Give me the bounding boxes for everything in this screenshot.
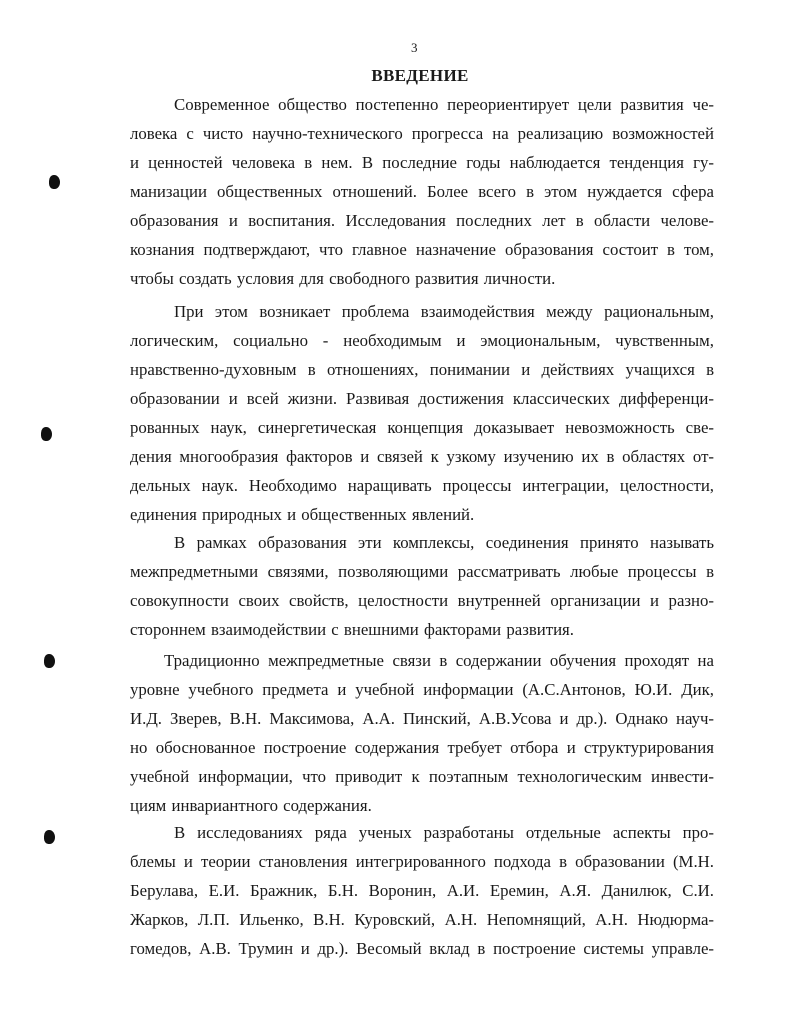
text-line: ловека с чисто научно-технического прогресса на реализацию возможностей [130,124,714,143]
text-line: рованных наук, синергетическая концепция доказывает невозможность све- [130,418,714,437]
punch-hole-1 [49,175,60,189]
text-line: межпредметными связями, позволяющими рассматривать любые процессы в [130,562,714,581]
paragraph-3 [130,528,714,644]
text-line: нравственно-духовным в отношениях, понимании и действиях учащихся в [130,360,714,379]
text-line: и ценностей человека в нем. В последние годы наблюдается тенденция гу- [130,153,714,172]
text-line: кознания подтверждают, что главное назначение образования состоит в том, [130,240,714,259]
text-line: образовании и всей жизни. Развивая достижения классических дифференци- [130,389,714,408]
text-line: логическим, социально - необходимым и эмоциональным, чувственным, [130,331,714,350]
text-line: И.Д. Зверев, В.Н. Максимова, А.А. Пинский, А.В.Усова и др.). Однако науч- [130,709,714,728]
text-line: уровне учебного предмета и учебной информации (А.С.Антонов, Ю.И. Дик, [130,680,714,699]
text-line: В рамках образования эти комплексы, соединения принято называть [174,533,714,552]
page-title: ВВЕДЕНИЕ [371,66,469,85]
text-line: стороннем взаимодействии с внешними факторами развития. [130,620,574,639]
text-line: чтобы создать условия для свободного развития личности. [130,269,556,288]
punch-hole-3 [44,654,55,668]
text-line: образования и воспитания. Исследования последних лет в области челове- [130,211,714,230]
text-line: совокупности своих свойств, целостности внутренней организации и разно- [130,591,714,610]
text-line: При этом возникает проблема взаимодействия между рациональным, [174,302,714,321]
text-line: но обоснованное построение содержания требует отбора и структурирования [130,738,714,757]
paragraph-2 [130,297,714,529]
text-line: единения природных и общественных явлений. [130,505,475,524]
text-line: циям инвариантного содержания. [130,796,372,815]
paragraph-5 [130,818,714,963]
paragraph-4 [130,646,714,820]
page-number: 3 [411,40,418,55]
text-line: Традиционно межпредметные связи в содержании обучения проходят на [164,651,714,670]
paragraph-1 [130,90,714,293]
text-line: Современное общество постепенно переориентирует цели развития че- [174,95,714,114]
text-line: дения многообразия факторов и связей к узкому изучению их в областях от- [130,447,714,466]
punch-hole-2 [41,427,52,441]
text-line: В исследованиях ряда ученых разработаны отдельные аспекты про- [174,823,714,842]
text-line: манизации общественных отношений. Более всего в этом нуждается сфера [130,182,714,201]
text-line: дельных наук. Необходимо наращивать процессы интеграции, целостности, [130,476,714,495]
text-line: учебной информации, что приводит к поэтапным технологическим инвести- [130,767,714,786]
text-line: блемы и теории становления интегрированного подхода в образовании (М.Н. [130,852,714,871]
text-line: Берулава, Е.И. Бражник, Б.Н. Воронин, А.И. Еремин, А.Я. Данилюк, С.И. [130,881,714,900]
text-line: гомедов, А.В. Трумин и др.). Весомый вклад в построение системы управле- [130,939,714,958]
punch-hole-4 [44,830,55,844]
text-line: Жарков, Л.П. Ильенко, В.Н. Куровский, А.Н. Непомнящий, А.Н. Нюдюрма- [130,910,714,929]
